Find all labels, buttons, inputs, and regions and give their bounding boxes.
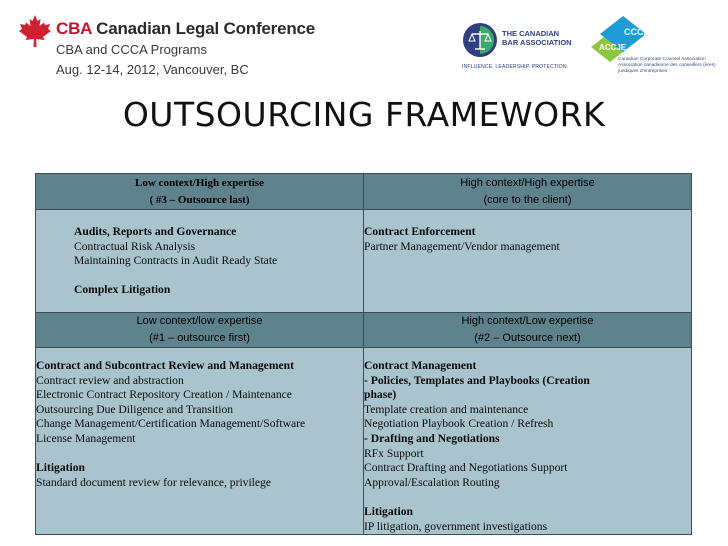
- quadrant-header-low-context-high-expertise: Low context/High expertise ( #3 – Outsource last): [36, 174, 364, 210]
- ccca-logo: [588, 14, 720, 88]
- conference-dates: Aug. 12-14, 2012, Vancouver, BC: [56, 62, 249, 77]
- category-heading: Complex Litigation: [74, 283, 171, 297]
- list-item: Contract Drafting and Negotiations Support: [364, 461, 568, 475]
- list-item: Change Management/Certification Management/Software: [36, 417, 306, 431]
- category-heading: Audits, Reports and Governance: [74, 225, 237, 238]
- conference-programs: CBA and CCCA Programs: [56, 42, 208, 57]
- list-item: Negotiation Playbook Creation / Refresh: [364, 417, 554, 431]
- quadrant-body-low-context-low-expertise: [36, 348, 364, 535]
- outsourcing-framework-table: [35, 173, 692, 535]
- slide-header: [0, 0, 728, 88]
- cba-logo: [462, 22, 572, 74]
- subcategory-heading: - Drafting and Negotiations: [364, 431, 500, 445]
- svg-text:ACCJE: ACCJE: [599, 43, 627, 52]
- list-item: Template creation and maintenance: [364, 402, 529, 416]
- scales-of-justice-icon: [462, 22, 498, 58]
- maple-leaf-icon: [18, 14, 52, 48]
- list-item: License Management: [36, 431, 136, 445]
- cba-tagline: INFLUENCE. LEADERSHIP. PROTECTION.: [462, 64, 569, 70]
- category-heading: Contract Enforcement: [364, 225, 476, 238]
- category-heading: Litigation: [36, 461, 85, 475]
- list-item: Approval/Escalation Routing: [364, 475, 500, 489]
- category-heading: Litigation: [364, 504, 413, 518]
- quadrant-header-high-context-low-expertise: High context/Low expertise (#2 – Outsource next): [364, 313, 692, 348]
- list-item: Standard document review for relevance, privilege: [36, 475, 271, 489]
- quadrant-header-low-context-low-expertise: Low context/low expertise (#1 – outsource first): [36, 313, 364, 348]
- quadrant-header-high-context-high-expertise: High context/High expertise (core to the client): [364, 174, 692, 210]
- quadrant-body-low-context-high-expertise: [36, 210, 364, 313]
- cba-name: THE CANADIAN BAR ASSOCIATION: [502, 29, 572, 47]
- list-item: IP litigation, government investigations: [364, 519, 548, 533]
- quadrant-body-high-context-low-expertise: [364, 348, 692, 535]
- svg-text:CCCA: CCCA: [624, 27, 650, 37]
- list-item: Maintaining Contracts in Audit Ready State: [74, 254, 278, 268]
- list-item: Contractual Risk Analysis: [74, 239, 196, 253]
- subcategory-heading: phase): [364, 388, 397, 402]
- conference-title: CBA Canadian Legal Conference: [56, 19, 316, 38]
- quadrant-body-high-context-high-expertise: [364, 210, 692, 313]
- subcategory-heading: - Policies, Templates and Playbooks (Creation: [364, 373, 590, 387]
- list-item: Electronic Contract Repository Creation / Maintenance: [36, 388, 292, 402]
- list-item: Outsourcing Due Diligence and Transition: [36, 402, 234, 416]
- slide-title: OUTSOURCING FRAMEWORK: [122, 95, 606, 134]
- ccca-subtitle: Canadian Corporate Counsel Association Association canadienne des conseillers (ères) juridiques d'entreprises: [618, 57, 716, 74]
- list-item: Partner Management/Vendor management: [364, 239, 560, 253]
- list-item: Contract review and abstraction: [36, 373, 184, 387]
- category-heading: Contract Management: [364, 359, 477, 372]
- category-heading: Contract and Subcontract Review and Management: [36, 359, 294, 372]
- list-item: RFx Support: [364, 446, 424, 460]
